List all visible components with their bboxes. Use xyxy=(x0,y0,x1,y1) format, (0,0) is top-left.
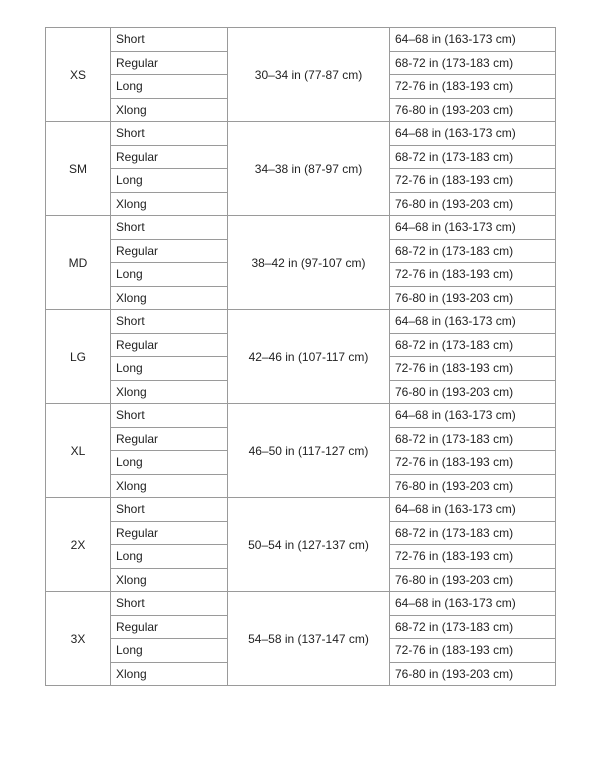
chest-range: 34–38 in (87-97 cm) xyxy=(228,122,390,216)
length-label: Regular xyxy=(111,51,228,75)
length-label: Xlong xyxy=(111,568,228,592)
height-range: 64–68 in (163-173 cm) xyxy=(390,310,556,334)
size-label: XS xyxy=(46,28,111,122)
length-label: Regular xyxy=(111,427,228,451)
length-label: Xlong xyxy=(111,662,228,686)
height-range: 68-72 in (173-183 cm) xyxy=(390,427,556,451)
height-range: 68-72 in (173-183 cm) xyxy=(390,615,556,639)
table-row xyxy=(46,216,556,240)
size-chart-body xyxy=(46,28,556,686)
length-label: Short xyxy=(111,122,228,146)
size-label: 2X xyxy=(46,498,111,592)
chest-range: 50–54 in (127-137 cm) xyxy=(228,498,390,592)
height-range: 76-80 in (193-203 cm) xyxy=(390,380,556,404)
size-label: LG xyxy=(46,310,111,404)
length-label: Regular xyxy=(111,333,228,357)
table-row xyxy=(46,122,556,146)
height-range: 76-80 in (193-203 cm) xyxy=(390,192,556,216)
height-range: 72-76 in (183-193 cm) xyxy=(390,451,556,475)
height-range: 72-76 in (183-193 cm) xyxy=(390,545,556,569)
height-range: 72-76 in (183-193 cm) xyxy=(390,75,556,99)
height-range: 68-72 in (173-183 cm) xyxy=(390,145,556,169)
chest-range: 30–34 in (77-87 cm) xyxy=(228,28,390,122)
height-range: 68-72 in (173-183 cm) xyxy=(390,333,556,357)
height-range: 64–68 in (163-173 cm) xyxy=(390,216,556,240)
chest-range: 46–50 in (117-127 cm) xyxy=(228,404,390,498)
height-range: 72-76 in (183-193 cm) xyxy=(390,639,556,663)
height-range: 68-72 in (173-183 cm) xyxy=(390,521,556,545)
height-range: 72-76 in (183-193 cm) xyxy=(390,169,556,193)
height-range: 68-72 in (173-183 cm) xyxy=(390,239,556,263)
height-range: 64–68 in (163-173 cm) xyxy=(390,122,556,146)
table-row xyxy=(46,404,556,428)
height-range: 72-76 in (183-193 cm) xyxy=(390,263,556,287)
height-range: 64–68 in (163-173 cm) xyxy=(390,404,556,428)
size-label: MD xyxy=(46,216,111,310)
height-range: 68-72 in (173-183 cm) xyxy=(390,51,556,75)
length-label: Regular xyxy=(111,145,228,169)
length-label: Xlong xyxy=(111,192,228,216)
height-range: 64–68 in (163-173 cm) xyxy=(390,28,556,52)
height-range: 76-80 in (193-203 cm) xyxy=(390,568,556,592)
length-label: Long xyxy=(111,639,228,663)
size-chart-table xyxy=(45,27,556,686)
size-label: XL xyxy=(46,404,111,498)
length-label: Regular xyxy=(111,239,228,263)
chest-range: 42–46 in (107-117 cm) xyxy=(228,310,390,404)
length-label: Long xyxy=(111,451,228,475)
height-range: 64–68 in (163-173 cm) xyxy=(390,498,556,522)
length-label: Short xyxy=(111,592,228,616)
length-label: Regular xyxy=(111,615,228,639)
length-label: Long xyxy=(111,169,228,193)
height-range: 72-76 in (183-193 cm) xyxy=(390,357,556,381)
height-range: 76-80 in (193-203 cm) xyxy=(390,662,556,686)
size-label: SM xyxy=(46,122,111,216)
length-label: Long xyxy=(111,75,228,99)
length-label: Long xyxy=(111,545,228,569)
length-label: Short xyxy=(111,216,228,240)
height-range: 76-80 in (193-203 cm) xyxy=(390,286,556,310)
table-row xyxy=(46,592,556,616)
length-label: Short xyxy=(111,310,228,334)
size-label: 3X xyxy=(46,592,111,686)
table-row xyxy=(46,498,556,522)
chest-range: 54–58 in (137-147 cm) xyxy=(228,592,390,686)
length-label: Xlong xyxy=(111,286,228,310)
table-row xyxy=(46,310,556,334)
length-label: Long xyxy=(111,357,228,381)
length-label: Regular xyxy=(111,521,228,545)
length-label: Short xyxy=(111,28,228,52)
length-label: Xlong xyxy=(111,474,228,498)
chest-range: 38–42 in (97-107 cm) xyxy=(228,216,390,310)
length-label: Short xyxy=(111,404,228,428)
length-label: Short xyxy=(111,498,228,522)
height-range: 64–68 in (163-173 cm) xyxy=(390,592,556,616)
table-row xyxy=(46,28,556,52)
length-label: Long xyxy=(111,263,228,287)
length-label: Xlong xyxy=(111,380,228,404)
height-range: 76-80 in (193-203 cm) xyxy=(390,474,556,498)
length-label: Xlong xyxy=(111,98,228,122)
height-range: 76-80 in (193-203 cm) xyxy=(390,98,556,122)
